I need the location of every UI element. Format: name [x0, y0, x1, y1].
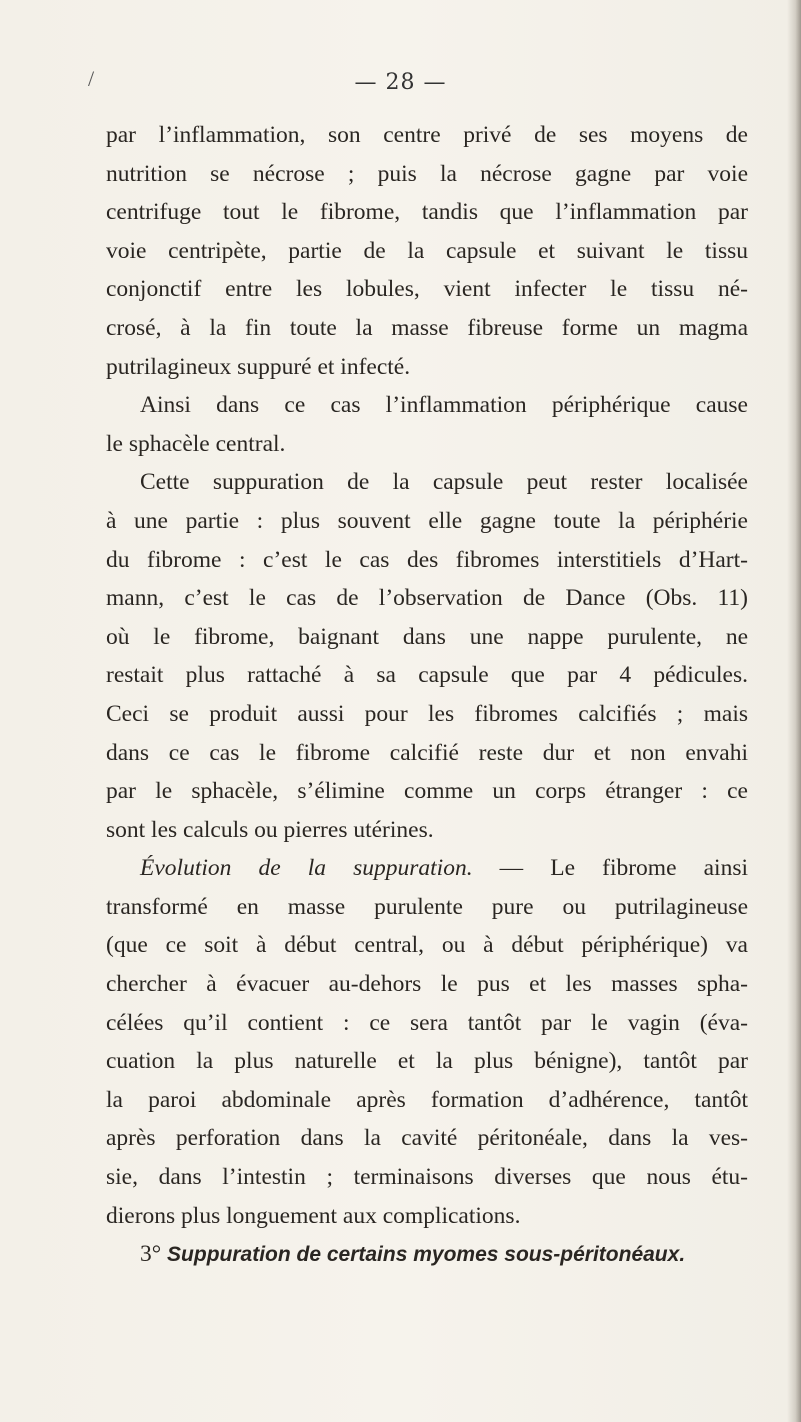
text-line: sie, dans l’intestin ; terminaisons diverses que nous étu- — [106, 1164, 748, 1191]
text-line: mann, c’est le cas de l’observation de Dance (Obs. 11) — [106, 585, 748, 612]
stray-pencil-mark: / — [88, 66, 95, 91]
text-line: chercher à évacuer au-dehors le pus et les masses spha- — [106, 971, 748, 998]
page-binding-shadow — [787, 0, 801, 1422]
text-line: par l’inflammation, son centre privé de ses moyens de — [106, 122, 748, 148]
section-heading-rest: — Le fibrome ainsi — [472, 855, 748, 882]
text-line: Ainsi dans ce cas l’inflammation périphérique cause — [140, 392, 748, 419]
text-line: le sphacèle central. — [106, 430, 286, 457]
text-line: voie centripète, partie de la capsule et suivant le tissu — [106, 237, 748, 264]
text-line: dierons plus longuement aux complications. — [106, 1202, 521, 1229]
subsection-heading: Suppuration de certains myomes sous-péritonéaux. — [167, 1243, 686, 1267]
text-line: célées qu’il contient : ce sera tantôt par le vagin (éva- — [106, 1009, 748, 1036]
text-line: la paroi abdominale après formation d’adhérence, tantôt — [106, 1086, 748, 1113]
text-line: par le sphacèle, s’élimine comme un corps étranger : ce — [106, 778, 748, 805]
page-number: — 28 — — [354, 70, 447, 95]
section-heading-italic: Évolution de la suppuration. — [140, 855, 473, 882]
section-heading-line — [106, 849, 748, 888]
text-line: cuation la plus naturelle et la plus bénigne), tantôt par — [106, 1048, 748, 1075]
text-line: après perforation dans la cavité péritonéale, dans la ves- — [106, 1125, 748, 1152]
text-line: Ceci se produit aussi pour les fibromes calcifiés ; mais — [106, 700, 748, 727]
text-line: centrifuge tout le fibrome, tandis que l’inflammation par — [106, 199, 748, 226]
text-line: dans ce cas le fibrome calcifié reste dur et non envahi — [106, 739, 748, 766]
text-line: crosé, à la fin toute la masse fibreuse forme un magma — [106, 314, 748, 341]
text-line: putrilagineux suppuré et infecté. — [106, 353, 411, 380]
text-line: à une partie : plus souvent elle gagne toute la périphérie — [106, 507, 748, 534]
subsection-heading-line — [106, 1235, 748, 1274]
text-line: Cette suppuration de la capsule peut rester localisée — [140, 469, 748, 496]
text-line: où le fibrome, baignant dans une nappe purulente, ne — [106, 623, 748, 650]
subsection-number: 3° — [140, 1241, 162, 1268]
text-line: conjonctif entre les lobules, vient infecter le tissu né- — [106, 276, 748, 303]
text-line: sont les calculs ou pierres utérines. — [106, 816, 434, 843]
text-line: (que ce soit à début central, ou à début périphérique) va — [106, 932, 748, 959]
text-line: nutrition se nécrose ; puis la nécrose gagne par voie — [106, 160, 748, 187]
text-line: du fibrome : c’est le cas des fibromes interstitiels d’Hart- — [106, 546, 748, 573]
text-line: restait plus rattaché à sa capsule que par 4 pédicules. — [106, 662, 748, 689]
body-text — [106, 116, 748, 1274]
text-line: transformé en masse purulente pure ou putrilagineuse — [106, 893, 748, 920]
